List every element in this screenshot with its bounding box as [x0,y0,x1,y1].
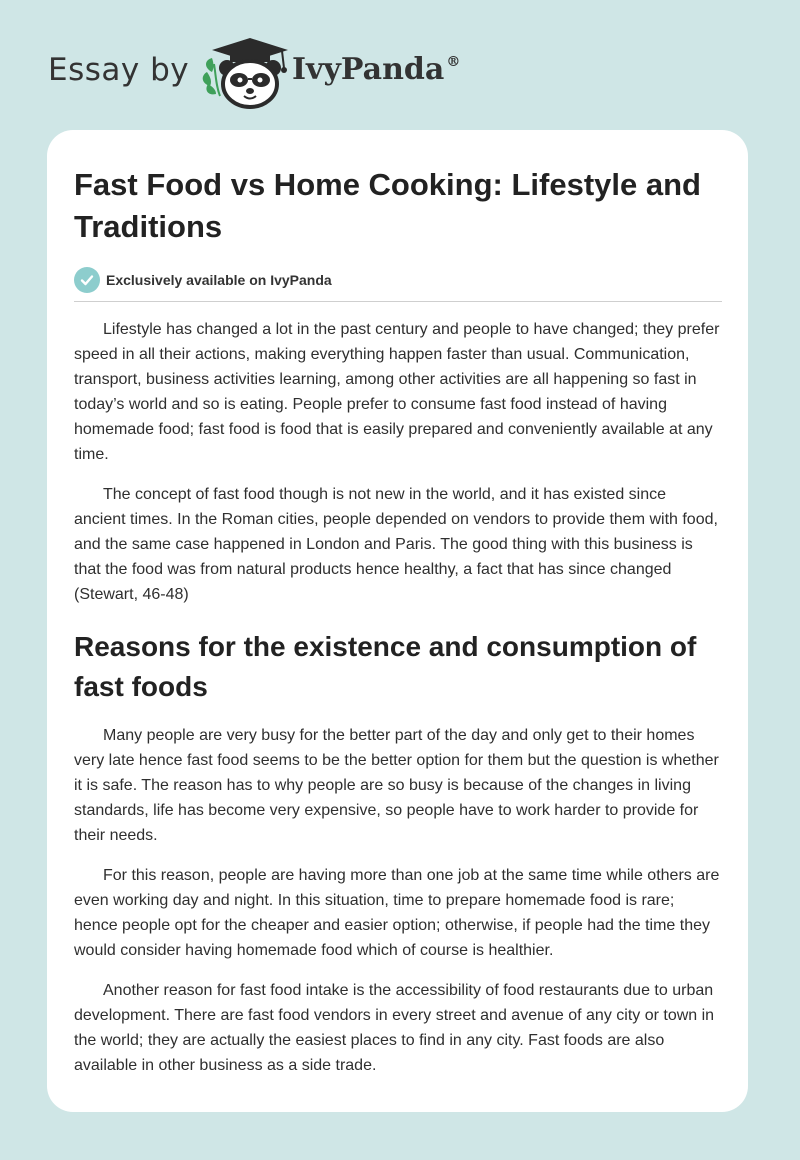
site-header [0,0,800,120]
check-circle-icon [74,267,100,293]
ivypanda-brand-name[interactable] [292,52,460,87]
brand-text: IvyPanda [292,52,445,87]
section-heading: Reasons for the existence and consumption of fast foods [74,631,697,702]
paragraph-section-3: Another reason for fast food intake is the accessibility of food restaurants due to urban development. There are fast food vendors in every street and avenue of any city or town in the world; they are actually the easiest places to find in any city. Fast foods are also available in other business as a side trade. [74,982,715,1074]
title-divider [74,301,722,302]
exclusive-badge-text: Exclusively available on IvyPanda [106,272,332,288]
essay-content [74,130,722,1078]
essay-card [47,130,748,1112]
paragraph-intro-2: The concept of fast food though is not new in the world, and it has existed since ancient times. In the Roman cities, people depended on vendors to provide them with food, and the same case happened in London and Paris. The good thing with this business is that the food was from natural products hence healthy, a fact that has since changed (Stewart, 46-48) [74,486,718,603]
ivypanda-graduate-panda-icon[interactable] [200,34,292,110]
essay-title: Fast Food vs Home Cooking: Lifestyle and Traditions [74,167,701,244]
paragraph-section-2: For this reason, people are having more than one job at the same time while others are even working day and night. In this situation, time to prepare homemade food is rare; hence people opt for the cheaper and easier option; otherwise, if people had the time they would consider having homemade food which of course is healthier. [74,867,720,959]
registered-mark: ® [446,54,461,70]
paragraph-section-1: Many people are very busy for the better part of the day and only get to their homes very late hence fast food seems to be the better option for them but the question is whether it is safe. The reason has to why people are so busy is because of the changes in living standards, life has become very expensive, so people have to work harder to provide for their needs. [74,727,719,844]
paragraph-intro-1: Lifestyle has changed a lot in the past century and people to have changed; they prefer speed in all their actions, making everything happen faster than usual. Communication, transport, business activities learning, among other activities are all happening so fast in today’s world and so is eating. People prefer to consume fast food instead of having homemade food; fast food is food that is easily prepared and conveniently available at any time. [74,321,720,463]
exclusive-badge [74,267,722,293]
essay-by-label: Essay by [48,52,190,88]
